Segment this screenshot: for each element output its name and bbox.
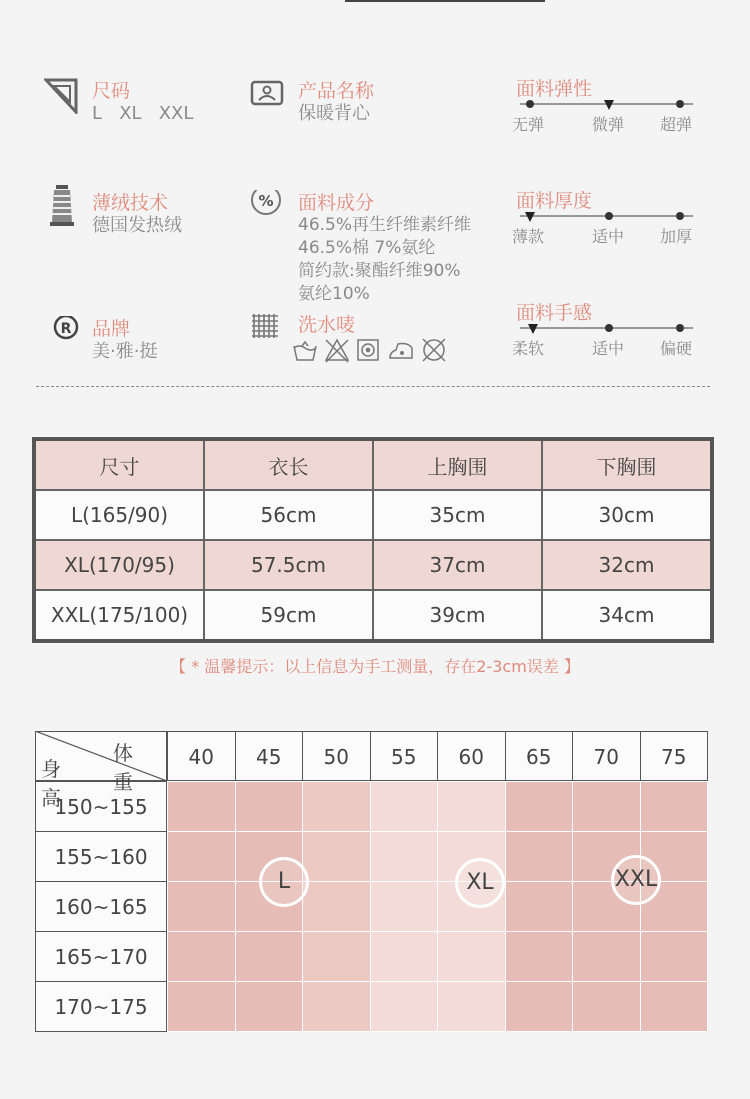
scale-marker — [528, 324, 538, 334]
chart-cell — [437, 931, 506, 982]
table-cell: 32cm — [542, 540, 712, 590]
svg-text:%: % — [258, 192, 274, 210]
table-cell: L(165/90) — [34, 490, 204, 540]
svg-text:R: R — [60, 321, 72, 337]
weight-header: 60 — [437, 731, 506, 781]
height-row-label: 150~155 — [35, 781, 167, 832]
table-cell: 57.5cm — [204, 540, 373, 590]
spec-wash-title: 洗水唛 — [298, 314, 356, 336]
weight-header: 65 — [505, 731, 574, 781]
size-badge-l: L — [259, 857, 309, 907]
spec-product-value: 保暖背心 — [298, 103, 370, 124]
chart-cell — [370, 781, 439, 832]
chart-cell — [572, 781, 641, 832]
scale-dot — [676, 212, 684, 220]
scale-thickness — [512, 186, 716, 246]
chart-cell — [235, 931, 304, 982]
spec-brand-value: 美·雅·挺 — [92, 341, 158, 362]
wash-icons — [292, 338, 452, 364]
weight-header: 55 — [370, 731, 439, 781]
table-cell: 30cm — [542, 490, 712, 540]
chart-cell — [437, 981, 506, 1032]
scale-feel-title: 面料手感 — [516, 302, 593, 324]
top-divider — [345, 0, 545, 2]
table-cell: 59cm — [204, 590, 373, 641]
chart-cell — [505, 981, 574, 1032]
fabric-weave-icon — [250, 312, 286, 348]
size-badge-xl: XL — [455, 858, 505, 908]
composition-line: 氨纶10% — [298, 284, 370, 304]
chart-cell — [505, 881, 574, 932]
table-cell: 39cm — [373, 590, 542, 641]
chart-cell — [505, 831, 574, 882]
spec-product-title: 产品名称 — [298, 80, 375, 102]
chart-cell — [640, 931, 709, 982]
table-cell: 56cm — [204, 490, 373, 540]
table-header: 上胸围 — [373, 439, 542, 490]
chart-cell — [167, 831, 236, 882]
spec-composition-lines — [298, 214, 471, 306]
weight-header: 45 — [235, 731, 304, 781]
no-bleach-icon — [326, 340, 348, 362]
scale-label: 加厚 — [660, 227, 693, 246]
scale-dot — [676, 324, 684, 332]
composition-line: 46.5%棉 7%氨纶 — [298, 238, 436, 258]
size-table — [32, 437, 714, 643]
chart-cell — [370, 931, 439, 982]
measurement-note: 【 * 温馨提示：以上信息为手工测量，存在2-3cm误差 】 — [170, 657, 580, 676]
table-header-row — [34, 439, 712, 490]
scale-elasticity-title: 面料弹性 — [516, 78, 593, 100]
chart-cell — [505, 931, 574, 982]
thread-spool-icon — [44, 184, 80, 228]
scale-label: 适中 — [592, 227, 625, 246]
table-header: 下胸围 — [542, 439, 712, 490]
scale-label: 薄款 — [512, 227, 545, 246]
chart-cell — [505, 781, 574, 832]
scale-feel — [512, 298, 716, 358]
weight-header: 40 — [167, 731, 236, 781]
weight-axis-label: 体重 — [113, 741, 133, 794]
spec-size-title: 尺码 — [92, 80, 131, 102]
scale-label: 超弹 — [660, 115, 693, 134]
chart-cell — [167, 781, 236, 832]
section-divider — [36, 386, 710, 387]
height-row-label: 160~165 — [35, 881, 167, 932]
table-row — [34, 490, 712, 540]
scale-dot — [605, 324, 613, 332]
chart-cell — [370, 981, 439, 1032]
spec-size-value: L XL XXL — [92, 103, 194, 124]
chart-cell — [302, 981, 371, 1032]
chart-cell — [302, 831, 371, 882]
weight-header: 70 — [572, 731, 641, 781]
weight-header: 75 — [640, 731, 709, 781]
height-row-label: 170~175 — [35, 981, 167, 1032]
table-row — [34, 590, 712, 641]
table-cell: XL(170/95) — [34, 540, 204, 590]
chart-cell — [302, 781, 371, 832]
weight-header: 50 — [302, 731, 371, 781]
scale-elasticity — [512, 74, 716, 134]
chart-cell — [572, 981, 641, 1032]
height-row-label: 155~160 — [35, 831, 167, 882]
chart-cell — [572, 931, 641, 982]
table-header: 衣长 — [204, 439, 373, 490]
iron-icon — [390, 344, 412, 359]
chart-cell — [640, 781, 709, 832]
spec-brand-title: 品牌 — [92, 318, 131, 340]
height-axis-label: 身高 — [41, 757, 61, 810]
scale-label: 适中 — [592, 339, 625, 358]
chart-cell — [302, 881, 371, 932]
spec-composition-title: 面料成分 — [298, 192, 375, 214]
chart-cell — [370, 881, 439, 932]
table-cell: 35cm — [373, 490, 542, 540]
hand-wash-icon — [294, 342, 316, 360]
spec-tech-title: 薄绒技术 — [92, 192, 169, 214]
chart-cell — [235, 781, 304, 832]
scale-dot — [526, 100, 534, 108]
table-cell: XXL(175/100) — [34, 590, 204, 641]
scale-dot — [676, 100, 684, 108]
no-dry-clean-icon — [423, 339, 445, 361]
scale-label: 偏硬 — [660, 339, 693, 358]
chart-cell — [370, 831, 439, 882]
table-cell: 34cm — [542, 590, 712, 641]
table-header: 尺寸 — [34, 439, 204, 490]
set-square-icon — [44, 78, 80, 114]
spec-tech-value: 德国发热绒 — [92, 215, 182, 236]
scale-thickness-title: 面料厚度 — [516, 190, 593, 212]
photo-frame-icon — [250, 78, 286, 114]
scale-marker — [604, 100, 614, 110]
scale-label: 无弹 — [512, 115, 545, 134]
composition-line: 简约款:聚酯纤维90% — [298, 261, 461, 281]
scale-dot — [605, 212, 613, 220]
size-badge-xxl: XXL — [611, 855, 661, 905]
tumble-dry-icon — [358, 340, 378, 360]
percent-icon — [250, 190, 286, 226]
chart-cell — [167, 881, 236, 932]
table-cell: 37cm — [373, 540, 542, 590]
registered-icon — [52, 316, 88, 352]
scale-marker — [525, 212, 535, 222]
chart-cell — [437, 781, 506, 832]
composition-line: 46.5%再生纤维素纤维 — [298, 215, 472, 235]
height-row-label: 165~170 — [35, 931, 167, 982]
chart-cell — [640, 981, 709, 1032]
chart-cell — [167, 931, 236, 982]
chart-cell — [302, 931, 371, 982]
chart-cell — [235, 981, 304, 1032]
table-row — [34, 540, 712, 590]
scale-label: 柔软 — [512, 339, 545, 358]
chart-cell — [167, 981, 236, 1032]
scale-label: 微弹 — [592, 115, 625, 134]
